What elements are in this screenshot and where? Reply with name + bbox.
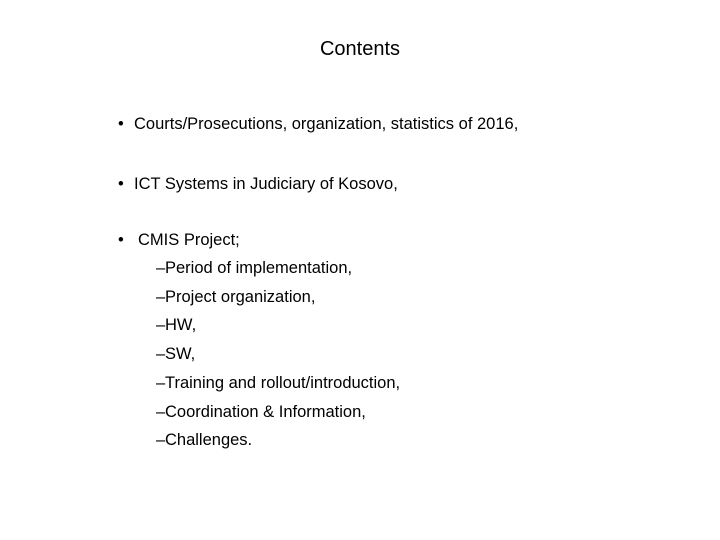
sub-item-text: Period of implementation,: [165, 259, 353, 277]
sub-item-text: Coordination & Information,: [165, 402, 366, 421]
dash-icon: –: [156, 431, 166, 450]
dash-icon: –: [156, 345, 166, 364]
dash-icon: –: [156, 402, 166, 421]
bullet-icon: •: [118, 231, 124, 249]
dash-icon: –: [156, 373, 166, 392]
bullet-text: Courts/Prosecutions, organization, statistics of 2016,: [134, 115, 519, 133]
sub-item-text: Project organization,: [165, 287, 316, 306]
slide-title: Contents: [319, 38, 401, 60]
bullet-icon: •: [118, 115, 124, 133]
dash-icon: –: [156, 287, 166, 306]
bullet-text: ICT Systems in Judiciary of Kosovo,: [134, 175, 398, 193]
sub-item-text: SW,: [165, 345, 196, 364]
dash-icon: –: [156, 259, 166, 277]
sub-item-text: HW,: [165, 316, 197, 335]
bullet-text: CMIS Project;: [138, 231, 240, 249]
dash-icon: –: [156, 316, 166, 335]
bullet-icon: •: [118, 175, 124, 193]
sub-item-text: Challenges.: [165, 431, 253, 450]
sub-item-text: Training and rollout/introduction,: [165, 373, 401, 392]
